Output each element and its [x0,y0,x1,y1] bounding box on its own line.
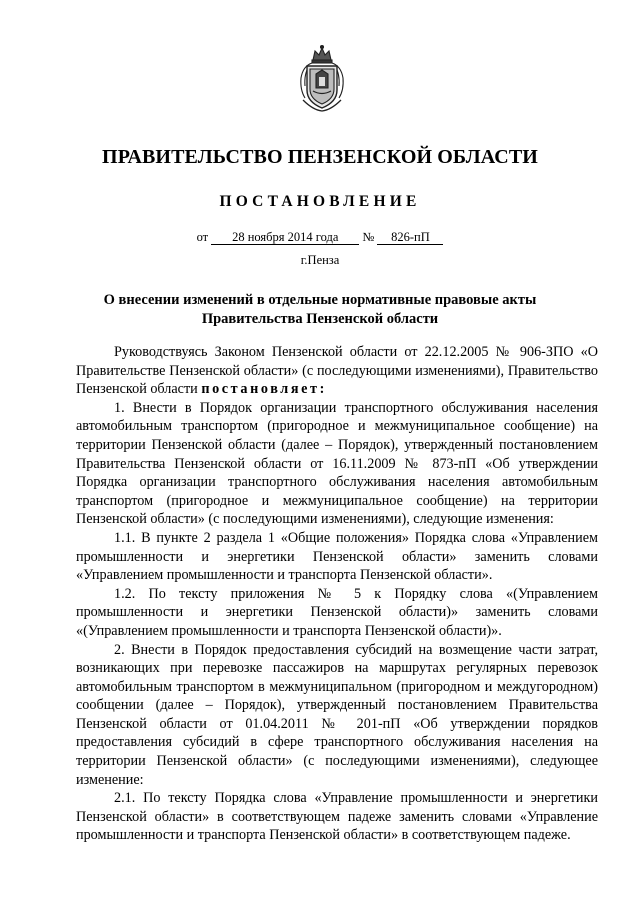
preamble-paragraph [76,343,598,399]
paragraph-1: 1. Внести в Порядок организации транспортного обслуживания населения автомобильным транспортом (пригородное и межмуниципальное сообщение) на территории Пензенской области (далее – Порядок), утвержденный постановлением Правительства Пензенской области от 16.11.2009 № 873-пП «Об утверждении Порядка организации транспортного обслуживания населения автомобильным транспортом (пригородное и межмуниципальное сообщение) на территории Пензенской области» (с последующими изменениями), следующие изменения: [76,399,598,528]
date-prefix: от [196,230,209,244]
title-line-1: О внесении изменений в отдельные нормативные правовые акты [103,292,537,308]
coat-of-arms-icon [295,44,349,114]
organization-name: ПРАВИТЕЛЬСТВО ПЕНЗЕНСКОЙ ОБЛАСТИ [102,146,538,168]
date-number-line [0,230,640,245]
document-date: 28 ноября 2014 года [211,230,359,245]
resolves-word: постановляет: [201,381,327,398]
paragraph-2: 2. Внести в Порядок предоставления субсидий на возмещение части затрат, возникающих при перевозке пассажиров на маршрутах регулярных перевозок автомобильным транспортом в межмуниципальном (пригородном и междугородном) сообщении (далее – Порядок), утвержденный постановлением Правительства Пензенской области от 01.04.2011 № 201-пП «Об утверждении порядков предоставления субсидий в сфере транспортного обслуживания населения на территории Пензенской области» (с последующими изменениями), следующее изменение: [76,641,598,788]
document-type: ПОСТАНОВЛЕНИЕ [219,193,421,210]
paragraph-2-1: 2.1. По тексту Порядка слова «Управление промышленности и энергетики Пензенской области» в соответствующем падеже заменить словами «Управление промышленности и транспорта Пензенской области» в соответствующем падеже. [76,790,598,844]
document-number: 826-пП [377,230,443,245]
document-title [0,291,640,328]
paragraph-1-2: 1.2. По тексту приложения № 5 к Порядку слова «(Управлением промышленности и энергетики Пензенской области)» заменить словами «(Управлением промышленности и транспорта Пензенской области)». [76,585,598,639]
city: г.Пенза [300,253,340,267]
title-line-2: Правительства Пензенской области [201,310,439,327]
paragraph-1-1: 1.1. В пункте 2 раздела 1 «Общие положения» Порядка слова «Управлением промышленности и энергетики Пензенской области» заменить словами «Управлением промышленности и транспорта Пензенской области». [76,529,598,584]
document-body [76,343,598,845]
number-prefix: № [362,230,375,244]
preamble-text: Руководствуясь Законом Пензенской области от 22.12.2005 № 906-ЗПО «О Правительстве Пензенской области» (с последующими изменениями), Правительство Пензенской области [76,344,598,398]
